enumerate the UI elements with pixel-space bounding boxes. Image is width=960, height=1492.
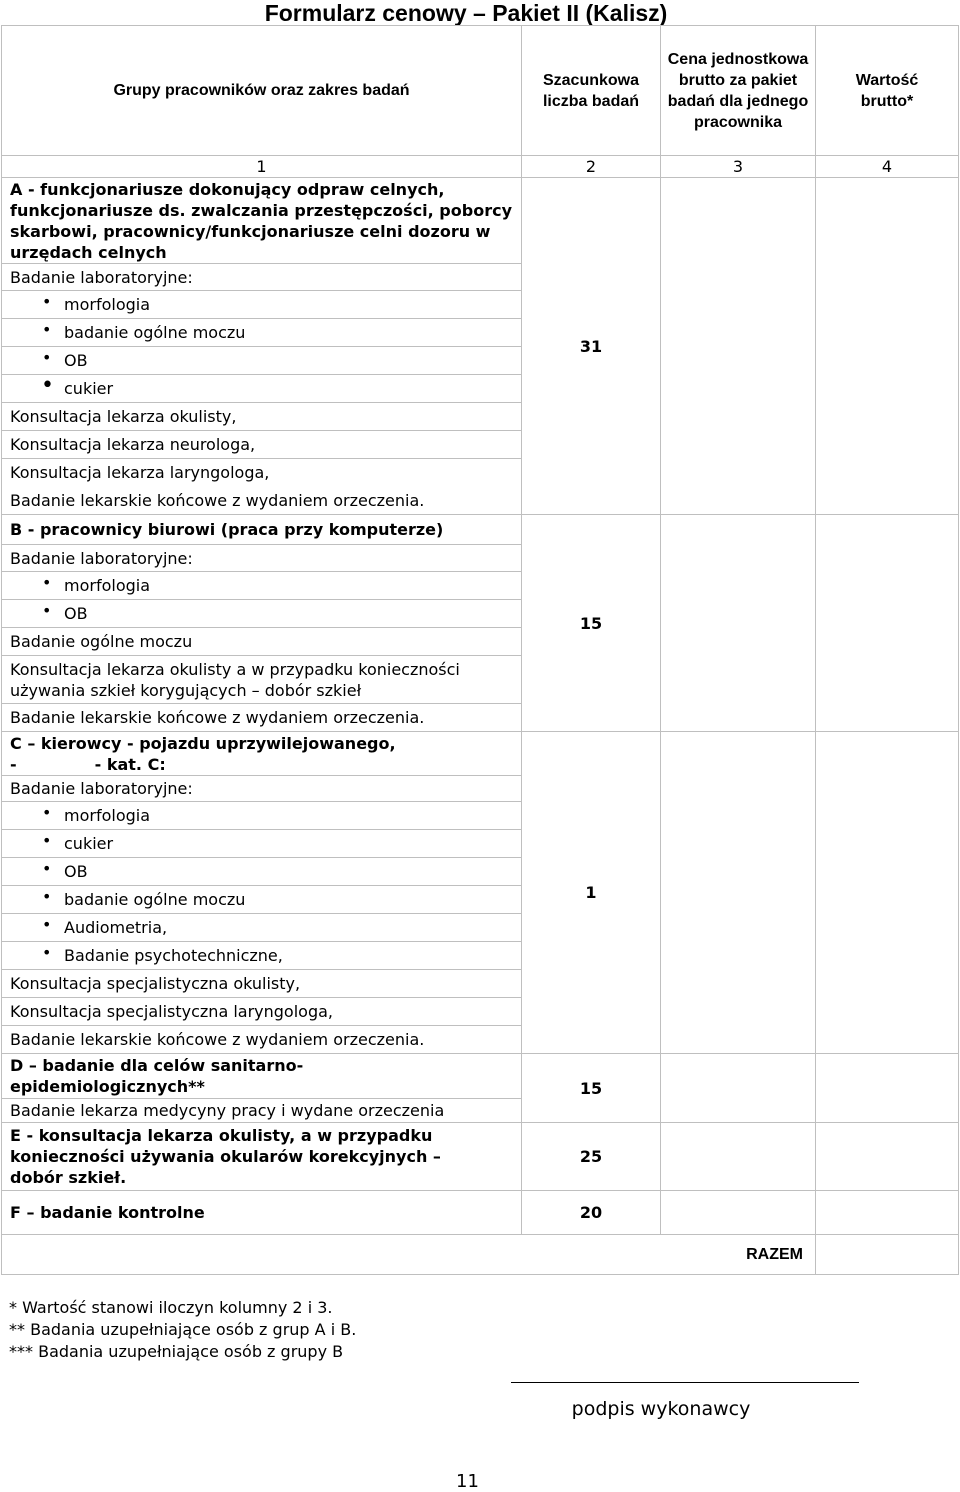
group-c-item: Konsultacja specjalistyczna laryngologa, (2, 998, 522, 1026)
group-b-item: Badanie ogólne moczu (2, 628, 522, 656)
group-c-title-line1: C – kierowcy - pojazdu uprzywilejowanego, (10, 733, 396, 753)
group-c-title-line2: - - kat. C: (10, 754, 166, 774)
group-b-item: • morfologia (2, 572, 522, 600)
group-f-title: F – badanie kontrolne (2, 1191, 522, 1235)
group-a-title-row (2, 178, 959, 264)
group-d-price[interactable] (661, 1054, 816, 1123)
footnote: *** Badania uzupełniające osób z grupy B (9, 1342, 344, 1361)
col-number-2: 2 (522, 156, 661, 178)
group-a-item: • badanie ogólne moczu (2, 319, 522, 347)
group-a-item: • cukier (2, 375, 522, 403)
group-c-count: 1 (522, 732, 661, 1054)
group-f-price[interactable] (661, 1191, 816, 1235)
group-d-title-row (2, 1054, 959, 1099)
group-c-title (2, 732, 522, 776)
group-a-item: Konsultacja lekarza okulisty, (2, 403, 522, 431)
page-number: 11 (456, 1471, 479, 1492)
group-a-item: Badanie laboratoryjne: (2, 264, 522, 291)
footnotes (9, 1297, 356, 1363)
group-b-value[interactable] (816, 515, 959, 732)
group-c-item: Konsultacja specjalistyczna okulisty, (2, 970, 522, 998)
group-c-title-row (2, 732, 959, 776)
group-c-item: • cukier (2, 830, 522, 858)
group-a-item: Konsultacja lekarza laryngologa, (10, 463, 270, 482)
group-c-value[interactable] (816, 732, 959, 1054)
total-value[interactable] (816, 1235, 959, 1275)
group-e-title: E - konsultacja lekarza okulisty, a w przypadku konieczności używania okularów korekcyjnych – dobór szkieł. (2, 1123, 522, 1191)
header-groups: Grupy pracowników oraz zakres badań (2, 26, 522, 156)
signature-label: podpis wykonawcy (571, 1398, 751, 1420)
col-number-1: 1 (2, 156, 522, 178)
group-f-value[interactable] (816, 1191, 959, 1235)
group-e-value[interactable] (816, 1123, 959, 1191)
group-c-item: • OB (2, 858, 522, 886)
group-c-item: Badanie laboratoryjne: (2, 776, 522, 802)
group-a-item: • OB (2, 347, 522, 375)
group-b-item: • OB (2, 600, 522, 628)
page-title: Formularz cenowy – Pakiet II (Kalisz) (264, 0, 668, 26)
group-c-item: • badanie ogólne moczu (2, 886, 522, 914)
group-b-count: 15 (522, 515, 661, 732)
header-total: Wartość brutto* (816, 26, 959, 156)
header-count: Szacunkowa liczba badań (522, 26, 661, 156)
group-c-item: • Badanie psychotechniczne, (2, 942, 522, 970)
footnote: ** Badania uzupełniające osób z grup A i B. (9, 1320, 357, 1339)
group-c-item: • morfologia (2, 802, 522, 830)
group-b-item: Badanie laboratoryjne: (2, 545, 522, 572)
group-e-row (2, 1123, 959, 1191)
group-a-title: A - funkcjonariusze dokonujący odpraw celnych, funkcjonariusze ds. zwalczania przestępczości, poborcy skarbowi, pracownicy/funkcjonariusze celni dozoru w urzędach celnych (2, 178, 522, 264)
header-unit-price: Cena jednostkowa brutto za pakiet badań dla jednego pracownika (661, 26, 816, 156)
group-b-item: Badanie lekarskie końcowe z wydaniem orzeczenia. (2, 704, 522, 732)
col-number-3: 3 (661, 156, 816, 178)
group-b-price[interactable] (661, 515, 816, 732)
group-b-title: B - pracownicy biurowi (praca przy komputerze) (2, 515, 522, 545)
total-label: RAZEM (2, 1235, 816, 1275)
signature-line (511, 1382, 859, 1383)
group-e-price[interactable] (661, 1123, 816, 1191)
group-a-item: Badanie lekarskie końcowe z wydaniem orzeczenia. (10, 491, 425, 510)
group-d-title: D – badanie dla celów sanitarno-epidemiologicznych** (2, 1054, 522, 1099)
column-numbers-row (2, 156, 959, 178)
group-a-price[interactable] (661, 178, 816, 515)
group-a-item: • morfologia (2, 291, 522, 319)
group-a-count: 31 (522, 178, 661, 515)
group-a-item: Konsultacja lekarza neurologa, (2, 431, 522, 459)
group-c-item: Badanie lekarskie końcowe z wydaniem orzeczenia. (2, 1026, 522, 1054)
group-f-count: 20 (522, 1191, 661, 1235)
group-c-item: • Audiometria, (2, 914, 522, 942)
price-table (1, 25, 959, 1275)
group-b-title-row (2, 515, 959, 545)
footnote: * Wartość stanowi iloczyn kolumny 2 i 3. (9, 1298, 333, 1317)
group-a-value[interactable] (816, 178, 959, 515)
col-number-4: 4 (816, 156, 959, 178)
group-d-count: 15 (522, 1054, 661, 1123)
group-d-item: Badanie lekarza medycyny pracy i wydane orzeczenia (2, 1099, 522, 1123)
header-row (2, 26, 959, 156)
group-f-row (2, 1191, 959, 1235)
group-c-price[interactable] (661, 732, 816, 1054)
group-d-value[interactable] (816, 1054, 959, 1123)
group-b-item: Konsultacja lekarza okulisty a w przypadku konieczności używania szkieł korygujących – dobór szkieł (2, 656, 522, 704)
total-row (2, 1235, 959, 1275)
group-a-item-stack (2, 459, 522, 515)
group-e-count: 25 (522, 1123, 661, 1191)
